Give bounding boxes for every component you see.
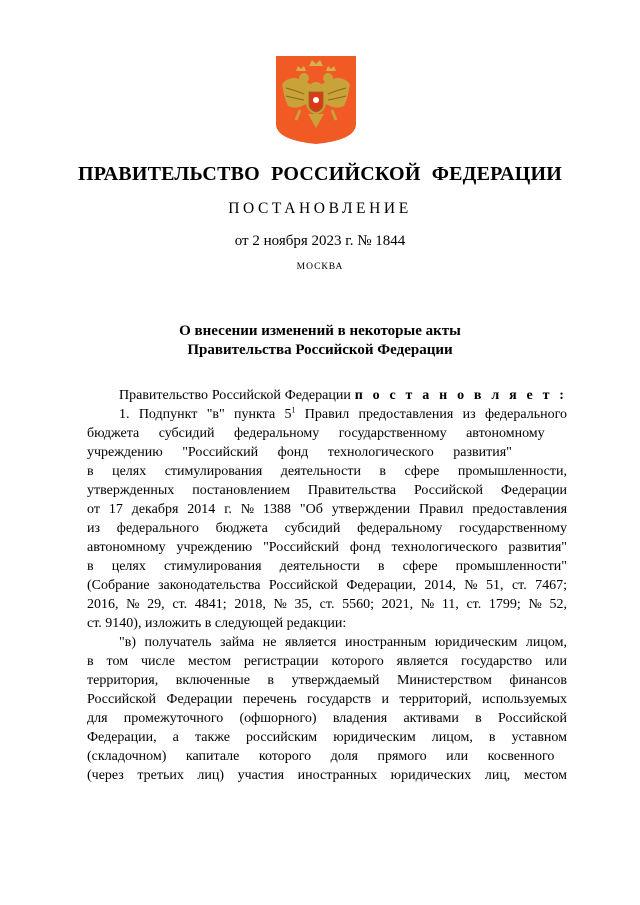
body-line: в целях стимулирования деятельности в сфере промышленности" bbox=[87, 559, 567, 574]
body-line: утвержденных постановлением Правительства Российской Федерации bbox=[87, 483, 567, 498]
body-line: в целях стимулирования деятельности в сфере промышленности, bbox=[87, 464, 567, 479]
body-line: от 17 декабря 2014 г. № 1388 "Об утверждении Правил предоставления bbox=[87, 502, 567, 517]
item1-start: 1. Подпункт "в" пункта 5 bbox=[119, 407, 292, 422]
subject-line: Правительства Российской Федерации bbox=[187, 342, 453, 358]
government-title: ПРАВИТЕЛЬСТВО РОССИЙСКОЙ ФЕДЕРАЦИИ bbox=[78, 163, 562, 185]
coat-of-arms-icon bbox=[274, 54, 358, 146]
document-body bbox=[87, 386, 567, 785]
quote-line: в том числе местом регистрации которого является государство или bbox=[87, 654, 567, 669]
document-date-number: от 2 ноября 2023 г. № 1844 bbox=[234, 233, 406, 249]
quote-first-line: "в) получатель займа не является иностранным юридическим лицом, bbox=[119, 635, 567, 650]
body-line: из федерального бюджета субсидий федеральному государственному bbox=[87, 521, 567, 536]
body-last-line: ст. 9140), изложить в следующей редакции: bbox=[87, 616, 347, 631]
body-line: бюджета субсидий федеральному государственному автономному bbox=[87, 426, 545, 441]
body-line: (Собрание законодательства Российской Федерации, 2014, № 51, ст. 7467; bbox=[87, 578, 567, 593]
intro-text: Правительство Российской Федерации bbox=[119, 388, 351, 403]
body-line: автономному учреждению "Российский фонд технологического развития" bbox=[87, 540, 567, 555]
intro-line bbox=[87, 386, 567, 405]
quote-line: Федерации, а также российским юридическим лицом, в уставном bbox=[87, 730, 567, 745]
body-line: учреждению "Российский фонд технологического развития" bbox=[87, 445, 512, 460]
quote-line: для промежуточного (офшорного) владения активами в Российской bbox=[87, 711, 567, 726]
document-subject bbox=[0, 322, 640, 360]
item1-superscript: 1 bbox=[291, 405, 296, 415]
document-type: ПОСТАНОВЛЕНИЕ bbox=[228, 200, 412, 217]
body-line: 2016, № 29, ст. 4841; 2018, № 35, ст. 5560; 2021, № 11, ст. 1799; № 52, bbox=[87, 597, 567, 612]
quote-line: территория, включенные в утверждаемый Министерством финансов bbox=[87, 673, 567, 688]
intro-verb: п о с т а н о в л я е т : bbox=[354, 388, 567, 403]
subject-line: О внесении изменений в некоторые акты bbox=[179, 323, 461, 339]
quote-line: (через третьих лиц) участия иностранных юридических лиц, местом bbox=[87, 768, 567, 783]
item1-rest: Правил предоставления из федерального bbox=[295, 407, 567, 422]
quote-line: Российской Федерации перечень государств и территорий, используемых bbox=[87, 692, 567, 707]
document-city: МОСКВА bbox=[296, 262, 344, 272]
item1-first-line bbox=[87, 405, 567, 424]
quote-line: (складочном) капитале которого доля прямого или косвенного bbox=[87, 749, 555, 764]
